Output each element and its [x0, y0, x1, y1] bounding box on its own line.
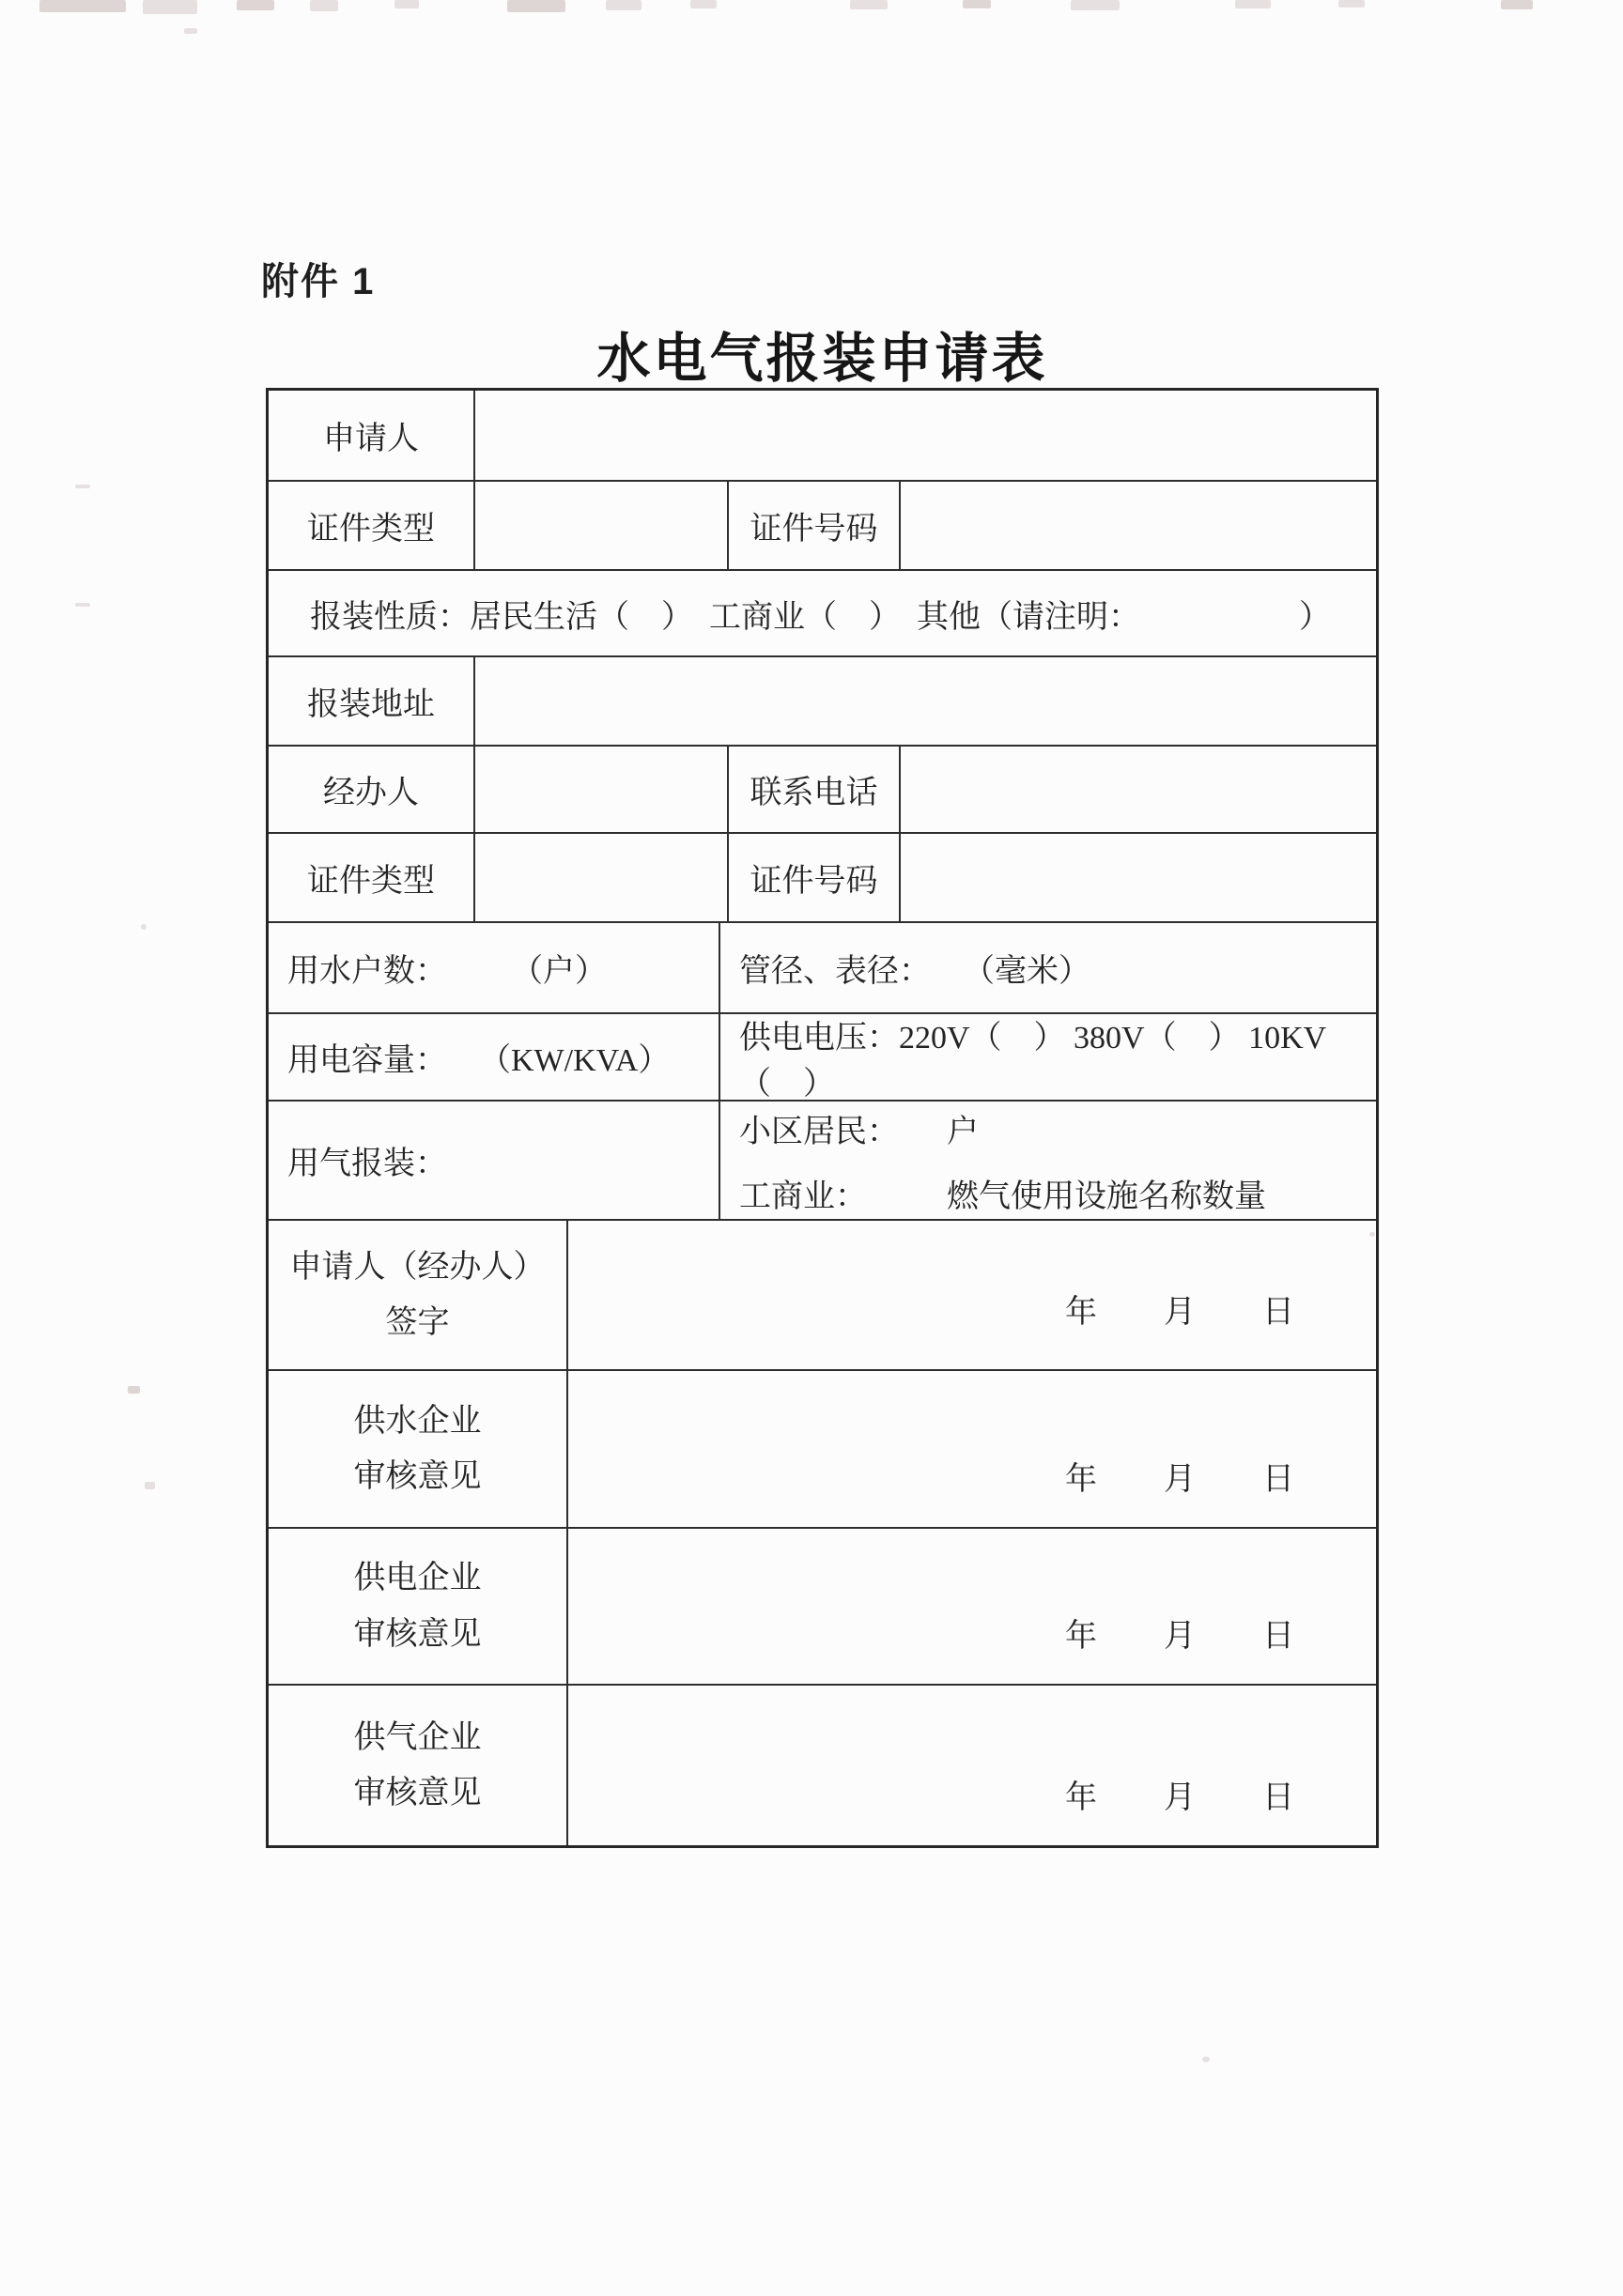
installation-nature-closing-paren: ）	[1299, 599, 1331, 635]
row-electric-review	[269, 1527, 1376, 1684]
applicant-id-type-value-cell	[473, 482, 727, 569]
water-review-label-line2: 审核意见	[353, 1459, 482, 1494]
row-gas-review	[269, 1684, 1376, 1845]
gas-review-area-cell	[566, 1686, 1376, 1845]
agent-id-number-label: 证件号码	[727, 834, 899, 921]
signature-label-line1: 申请人（经办人）	[289, 1249, 546, 1285]
row-agent-id	[269, 832, 1376, 921]
water-review-label	[269, 1371, 566, 1527]
row-applicant	[269, 391, 1376, 480]
water-review-label-line1: 供水企业	[353, 1403, 482, 1439]
signature-area-cell	[566, 1221, 1376, 1369]
water-households-cell: 用水户数： （户）	[287, 954, 607, 989]
electric-capacity-cell: 用电容量： （KW/KVA）	[287, 1043, 671, 1078]
address-value-cell	[473, 657, 1376, 745]
row-installation-nature	[269, 569, 1376, 655]
agent-value-cell	[473, 747, 727, 832]
water-review-date-line: 年 月 日	[1065, 1462, 1295, 1497]
attachment-label: 附件 1	[261, 261, 376, 302]
signature-date-line: 年 月 日	[1065, 1295, 1295, 1330]
agent-id-type-label: 证件类型	[307, 864, 435, 899]
applicant-value-cell	[473, 391, 1376, 480]
row-water-review	[269, 1369, 1376, 1527]
electric-review-label	[269, 1529, 566, 1684]
gas-review-date-line: 年 月 日	[1065, 1780, 1295, 1815]
row-applicant-id	[269, 480, 1376, 569]
signature-label-line2: 签字	[385, 1305, 450, 1340]
row-signature	[269, 1219, 1376, 1369]
applicant-id-number-value-cell	[899, 482, 1376, 569]
supply-voltage-cell: 供电电压：220V（ ） 380V（ ） 10KV（ ）	[719, 1014, 1376, 1100]
installation-nature-text: 报装性质：居民生活（ ） 工商业（ ） 其他（请注明：	[310, 599, 1140, 635]
electric-review-date-line: 年 月 日	[1065, 1619, 1295, 1654]
applicant-id-type-label: 证件类型	[307, 512, 435, 547]
installation-nature-cell	[269, 571, 1376, 655]
address-label: 报装地址	[307, 687, 435, 722]
water-review-area-cell	[566, 1371, 1376, 1527]
application-form-table	[266, 388, 1379, 1848]
electric-review-area-cell	[566, 1529, 1376, 1684]
signature-label	[269, 1221, 566, 1369]
agent-phone-value-cell	[899, 747, 1376, 832]
gas-installation-label: 用气报装：	[287, 1147, 447, 1181]
electric-review-label-line2: 审核意见	[353, 1616, 482, 1652]
row-address	[269, 655, 1376, 745]
gas-residential-line: 小区居民： 户	[739, 1114, 979, 1149]
gas-review-label	[269, 1686, 566, 1845]
row-gas	[269, 1100, 1376, 1219]
gas-review-label-line1: 供气企业	[353, 1719, 482, 1755]
agent-id-type-value-cell	[473, 834, 727, 921]
agent-id-number-value-cell	[899, 834, 1376, 921]
gas-review-label-line2: 审核意见	[353, 1776, 482, 1811]
applicant-id-number-label: 证件号码	[727, 482, 899, 569]
water-pipe-diameter-cell: 管径、表径： （毫米）	[719, 923, 1376, 1012]
gas-installation-detail-cell	[719, 1102, 1376, 1219]
row-electricity	[269, 1012, 1376, 1100]
agent-label: 经办人	[323, 776, 419, 810]
row-water	[269, 921, 1376, 1012]
row-agent	[269, 745, 1376, 832]
agent-phone-label: 联系电话	[727, 747, 899, 832]
page-title: 水电气报装申请表	[596, 329, 1048, 389]
applicant-label: 申请人	[323, 422, 419, 456]
electric-review-label-line1: 供电企业	[353, 1561, 482, 1595]
gas-commercial-line: 工商业： 燃气使用设施名称数量	[739, 1179, 1266, 1214]
